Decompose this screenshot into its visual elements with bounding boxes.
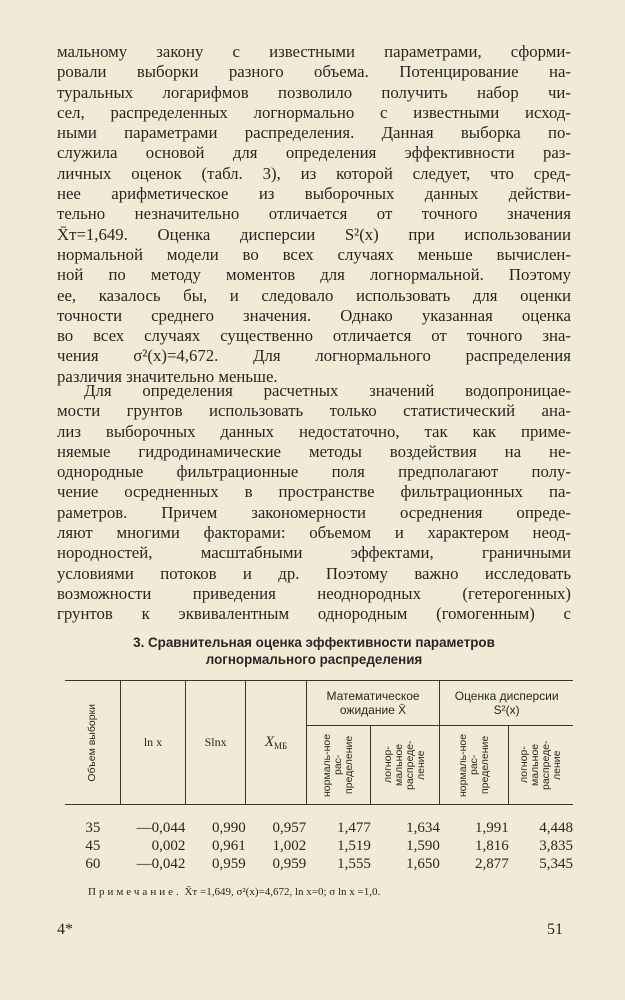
header-ln-x: ln x — [121, 681, 186, 805]
signature-mark: 4* — [57, 921, 73, 938]
table-cell: 1,477 — [337, 820, 371, 836]
header-variance-estimate: Оценка дисперсии S²(x) — [440, 681, 573, 726]
text-line: возможности приведения неоднородных (гетерогенных) — [57, 583, 571, 603]
text-line: тельно незначительно отличается от точного значения — [57, 204, 571, 224]
text-line: однородные фильтрационные поля предполагают полу- — [57, 462, 571, 482]
text-line: во всех случаях существенно отличается от точного зна- — [57, 326, 571, 346]
paragraph-2 — [57, 381, 571, 625]
text-line: мальному закону с известными параметрами, сформи- — [57, 42, 571, 61]
header-normal-1: нормаль-ное рас-пределение — [306, 726, 371, 805]
header-normal-2: нормаль-ное рас-пределение — [440, 726, 509, 805]
table-row — [65, 855, 573, 873]
text-line: X̄т=1,649. Оценка дисперсии S²(x) при использовании — [57, 224, 571, 244]
text-line: нормальной модели во всех случаях меньше вычислен- — [57, 244, 571, 264]
table-note — [88, 886, 380, 898]
table-cell: 0,002 — [151, 838, 186, 854]
text-line: раметров. Причем закономерности осреднения опреде- — [57, 502, 571, 522]
table-cell: 1,991 — [475, 820, 509, 836]
table-cell: 1,816 — [475, 838, 509, 854]
note-label: Примечание. — [88, 886, 182, 898]
table-cell: 35 — [85, 820, 101, 836]
table-cell: 0,959 — [272, 856, 307, 872]
text-line: няемые гидродинамические методы воздействия на не- — [57, 441, 571, 461]
text-line: служила основой для определения эффективности раз- — [57, 143, 571, 163]
note-text: X̄т =1,649, σ²(x)=4,672, ln x=0; σ ln x =1,0. — [184, 886, 381, 898]
text-line: грунтов к эквивалентным однородным (гомогенным) с — [57, 604, 571, 624]
text-line: нородностей, масштабными эффектами, граничными — [57, 543, 571, 563]
text-line: Для определения расчетных значений водопроницае- — [84, 381, 571, 400]
text-line: лиз выборочных данных недостаточно, так как приме- — [57, 421, 571, 441]
caption-line: 3. Сравнительная оценка эффективности параметров — [133, 635, 495, 650]
text-line: различия значительно меньше. — [57, 366, 278, 386]
table-cell: 60 — [85, 856, 101, 872]
text-line: чения σ²(x)=4,672. Для логнормального распределения — [57, 346, 571, 366]
table-cell: 4,448 — [539, 820, 573, 836]
table-cell: 1,002 — [272, 838, 307, 854]
text-line: точности среднего значения. Однако указанная оценка — [57, 305, 571, 325]
text-line: условиями потоков и др. Поэтому важно исследовать — [57, 563, 571, 583]
text-line: туральных логарифмов позволило получить набор чи- — [57, 82, 571, 102]
table-cell: 5,345 — [539, 856, 573, 872]
table-cell: 1,590 — [406, 838, 440, 854]
table-row — [65, 837, 573, 855]
table-cell: 2,877 — [475, 856, 509, 872]
text-line: ровали выборки разного объема. Потенцирование на- — [57, 62, 571, 82]
table-cell: 45 — [85, 838, 101, 854]
header-lognormal-2: логнор-мальное распреде-ление — [509, 726, 573, 805]
table-cell: 3,835 — [539, 838, 573, 854]
text-line-indented — [57, 381, 571, 401]
table-caption — [57, 634, 571, 668]
table-cell: 1,519 — [337, 838, 371, 854]
text-line: ее, казалось бы, и следовало использовать для оценки — [57, 285, 571, 305]
header-math-expectation: Математическое ожидание X̄ — [306, 681, 440, 726]
table-cell: 1,634 — [406, 820, 440, 836]
header-x-mb: $X_{МБ}$ — [246, 681, 306, 805]
text-line: ной по методу моментов для логнормальной. Поэтому — [57, 265, 571, 285]
table-cell: 1,555 — [337, 856, 371, 872]
page-number: 51 — [547, 921, 563, 938]
paragraph-1 — [57, 42, 571, 387]
table-cell: 1,650 — [406, 856, 440, 872]
text-line: чение осредненных в пространстве фильтрационных па- — [57, 482, 571, 502]
caption-line: логнормального распределения — [205, 652, 423, 667]
text-line: ляют многими факторами: объемом и характером неод- — [57, 523, 571, 543]
table-cell: 0,957 — [272, 820, 307, 836]
table-row — [65, 805, 573, 838]
table-cell: 0,961 — [212, 838, 246, 854]
header-s-ln-x: Slnx — [185, 681, 245, 805]
table-cell: 0,959 — [212, 856, 246, 872]
comparison-table — [65, 680, 573, 873]
table-cell: 0,990 — [212, 820, 246, 836]
text-line: личных оценок (табл. 3), из которой следует, что сред- — [57, 163, 571, 183]
header-lognormal-1: логнор-мальное распреде-ление — [371, 726, 440, 805]
text-line: ными параметрами распределения. Данная выборка по- — [57, 123, 571, 143]
table-cell: —0,044 — [136, 820, 186, 836]
text-line: мости грунтов использовать только статистический ана- — [57, 401, 571, 421]
table-cell: —0,042 — [136, 856, 186, 872]
text-line: сел, распределенных логнормально с известными исход- — [57, 102, 571, 122]
text-line: нее арифметическое из выборочных данных действи- — [57, 184, 571, 204]
header-sample-size: Объем выборки — [65, 681, 121, 805]
